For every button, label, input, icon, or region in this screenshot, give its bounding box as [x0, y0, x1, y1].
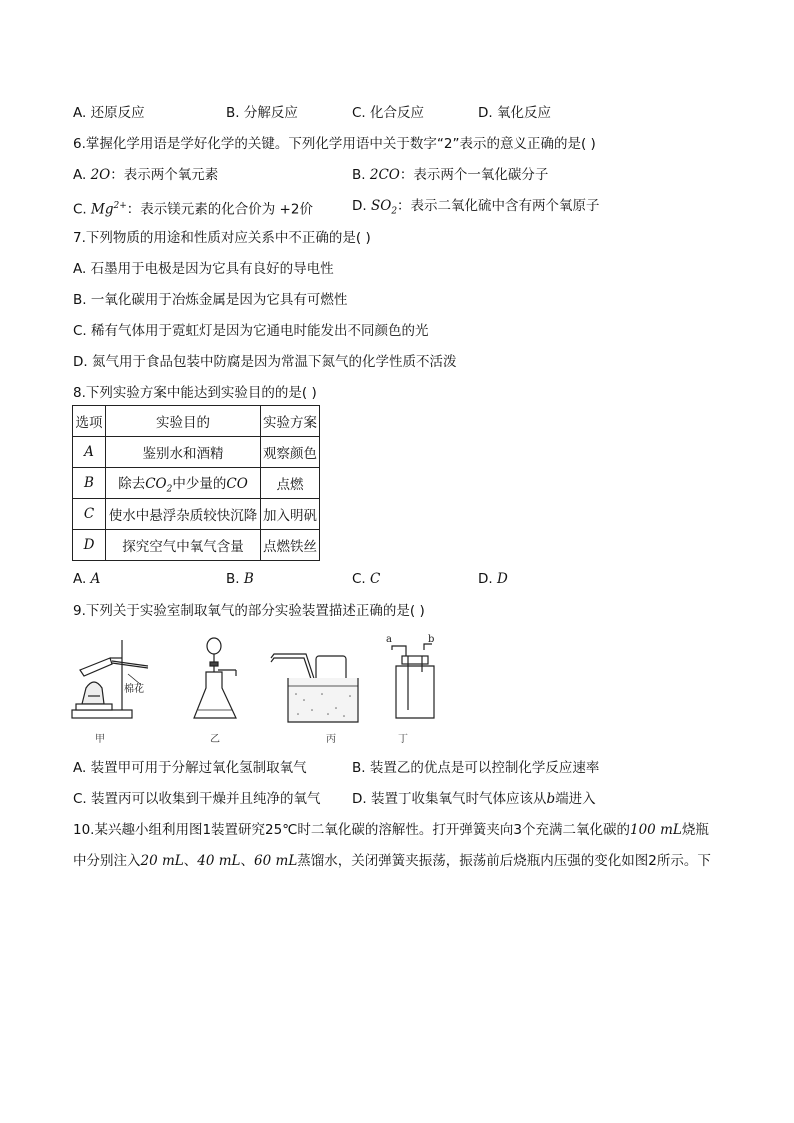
q8-b-letter: B	[243, 571, 254, 587]
q8-option-a	[73, 570, 100, 588]
apparatus-ding	[392, 644, 434, 718]
q6-option-a	[73, 166, 218, 184]
q6-option-c	[73, 197, 313, 219]
table-header-cell: 实验目的	[106, 406, 261, 437]
q6-a-formula: 2O	[90, 167, 111, 183]
q9-d-text: D. 装置丁收集氧气时气体应该从	[352, 791, 547, 807]
q10-separator: 、	[240, 853, 255, 869]
q8-option-b	[226, 570, 254, 588]
q8-c-prefix: C.	[352, 571, 371, 587]
q6-b-formula: 2CO	[369, 167, 400, 183]
q6-option-d	[352, 197, 600, 221]
q6-c-text: ：表示镁元素的化合价为 +2价	[126, 201, 313, 218]
apparatus-jia	[72, 640, 148, 718]
apparatus-figure	[66, 630, 446, 730]
q10-unit: mL	[660, 822, 682, 838]
caption-yi: 乙	[210, 734, 220, 745]
q8-option-d	[478, 570, 508, 588]
q10-volume: 40	[197, 853, 215, 869]
q8-c-letter: C	[370, 571, 381, 587]
table-header-cell: 选项	[73, 406, 106, 437]
table-header-row	[73, 406, 320, 437]
q8-a-prefix: A.	[73, 571, 91, 587]
q9-option-a: A. 装置甲可用于分解过氧化氢制取氧气	[73, 760, 307, 776]
table-row	[73, 437, 320, 468]
table-cell-plan: 点燃铁丝	[261, 530, 320, 561]
table-cell-plan: 点燃	[261, 468, 320, 499]
q6-a-text: ：表示两个氧元素	[110, 167, 219, 183]
table-row	[73, 530, 320, 561]
q7-option-d: D. 氮气用于食品包装中防腐是因为常温下氮气的化学性质不活泼	[73, 354, 457, 370]
q5-option-b: B. 分解反应	[226, 105, 298, 121]
q10-volume: 60	[254, 853, 272, 869]
q8-stem: 8.下列实验方案中能达到实验目的的是( )	[73, 385, 317, 401]
q6-d-formula: SO	[370, 198, 392, 214]
table-cell-plan: 加入明矾	[261, 499, 320, 530]
purpose-formula: CO	[226, 475, 248, 492]
q10-unit: mL	[275, 853, 298, 869]
q10-line-2	[73, 852, 711, 870]
apparatus-bing	[271, 654, 358, 722]
q10-text: 蒸馏水，关闭弹簧夹振荡，振荡前后烧瓶内压强的变化如图2所示。下	[297, 853, 711, 869]
q7-stem: 7.下列物质的用途和性质对应关系中不正确的是( )	[73, 230, 371, 246]
cotton-label: 棉花	[124, 684, 144, 695]
q8-option-c	[352, 570, 380, 588]
q10-unit: mL	[161, 853, 184, 869]
caption-bing: 丙	[326, 734, 336, 745]
q7-option-c: C. 稀有气体用于霓虹灯是因为它通电时能发出不同颜色的光	[73, 323, 429, 339]
q9-stem: 9.下列关于实验室制取氧气的部分实验装置描述正确的是( )	[73, 603, 425, 619]
q9-option-d	[352, 790, 596, 808]
q10-volume: 20	[140, 853, 158, 869]
q6-c-prefix: C.	[73, 201, 92, 218]
apparatus-yi	[194, 638, 236, 718]
q6-a-prefix: A.	[73, 167, 91, 183]
q7-option-a: A. 石墨用于电极是因为它具有良好的导电性	[73, 261, 334, 277]
table-row	[73, 499, 320, 530]
q8-b-prefix: B.	[226, 571, 244, 587]
q5-option-d: D. 氧化反应	[478, 105, 551, 121]
q10-separator: 、	[183, 853, 198, 869]
q6-d-subscript: 2	[391, 206, 398, 217]
q10-line-1	[73, 821, 709, 839]
q10-text: 中分别注入	[73, 853, 141, 869]
purpose-formula: CO	[145, 475, 167, 492]
table-cell-purpose	[106, 468, 261, 499]
q6-d-prefix: D.	[352, 198, 371, 214]
q8-d-letter: D	[496, 571, 508, 587]
table-cell-option: B	[73, 468, 106, 499]
purpose-text: 中少量的	[172, 475, 227, 492]
q5-option-c: C. 化合反应	[352, 105, 425, 121]
table-cell-purpose: 鉴别水和酒精	[106, 437, 261, 468]
table-cell-purpose: 探究空气中氧气含量	[106, 530, 261, 561]
tube-b-label: b	[428, 634, 435, 645]
table-cell-purpose: 使水中悬浮杂质较快沉降	[106, 499, 261, 530]
q6-c-formula: Mg	[91, 201, 114, 218]
q6-stem: 6.掌握化学用语是学好化学的关键。下列化学用语中关于数字“2”表示的意义正确的是( )	[73, 136, 596, 152]
q7-option-b: B. 一氧化碳用于冶炼金属是因为它具有可燃性	[73, 292, 348, 308]
q10-text: 烧瓶	[681, 822, 709, 838]
q6-c-superscript: 2+	[113, 201, 127, 211]
q8-a-letter: A	[90, 571, 101, 587]
q9-d-variable: b	[546, 791, 556, 807]
purpose-formula-subscript: 2	[166, 484, 173, 495]
caption-jia: 甲	[95, 734, 105, 745]
q9-option-b: B. 装置乙的优点是可以控制化学反应速率	[352, 760, 600, 776]
q5-option-a: A. 还原反应	[73, 105, 145, 121]
q6-b-prefix: B.	[352, 167, 370, 183]
table-header-cell: 实验方案	[261, 406, 320, 437]
q10-number: 100	[630, 822, 656, 838]
q6-option-b	[352, 166, 548, 184]
table-row	[73, 468, 320, 499]
q10-unit: mL	[218, 853, 241, 869]
tube-a-label: a	[386, 634, 392, 645]
q9-option-c: C. 装置丙可以收集到干燥并且纯净的氧气	[73, 791, 321, 807]
q8-d-prefix: D.	[478, 571, 497, 587]
table-cell-option: A	[73, 437, 106, 468]
purpose-text: 除去	[118, 475, 146, 492]
q10-text: 10.某兴趣小组利用图1装置研究25℃时二氧化碳的溶解性。打开弹簧夹向3个充满二氧化碳的	[73, 822, 630, 838]
q9-d-text: 端进入	[555, 791, 596, 807]
table-cell-plan: 观察颜色	[261, 437, 320, 468]
experiment-table	[72, 405, 320, 561]
table-cell-option: C	[73, 499, 106, 530]
caption-ding: 丁	[398, 734, 408, 745]
q6-b-text: ：表示两个一氧化碳分子	[399, 167, 549, 183]
table-cell-option: D	[73, 530, 106, 561]
q6-d-text: ：表示二氧化硫中含有两个氧原子	[397, 198, 600, 214]
